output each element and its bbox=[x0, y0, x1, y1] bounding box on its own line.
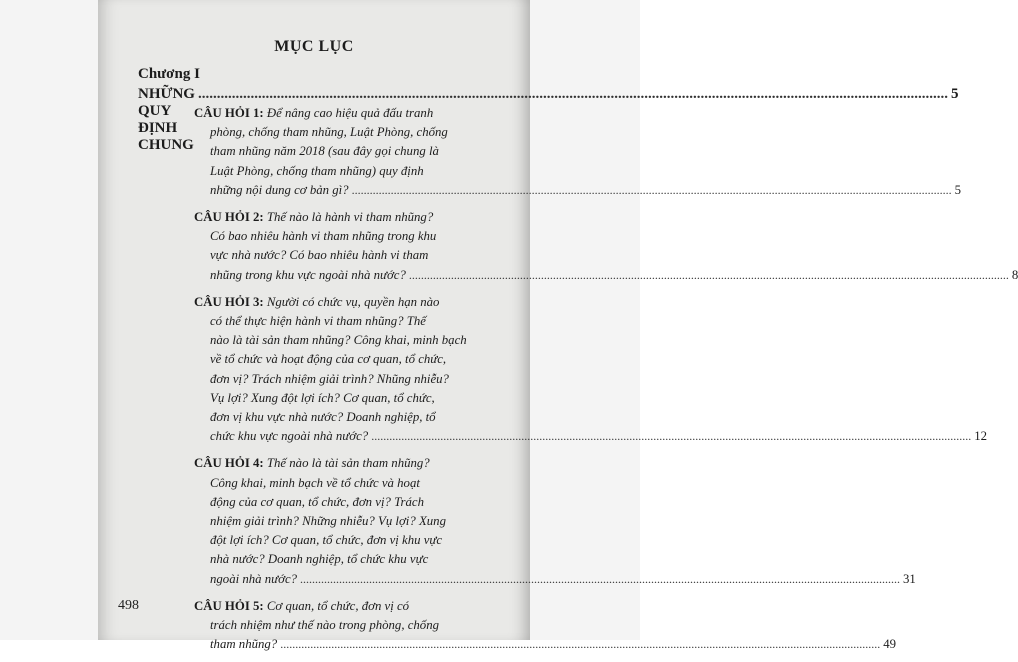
toc-entry-first-line bbox=[194, 208, 496, 227]
toc-title: MỤC LỤC bbox=[274, 38, 354, 55]
folio-page-number: 498 bbox=[118, 598, 139, 613]
toc-entry bbox=[194, 208, 1018, 285]
toc-entry-first-line bbox=[194, 454, 496, 473]
question-text: phòng, chống tham nhũng, Luật Phòng, chống bbox=[210, 125, 448, 140]
leader-dots bbox=[198, 86, 948, 103]
question-text: trách nhiệm như thế nào trong phòng, chống bbox=[210, 618, 440, 633]
question-text: Thế nào là tài sản tham nhũng? bbox=[266, 456, 430, 471]
question-text: đơn vị? Trách nhiệm giải trình? Nhũng nhiễu? bbox=[210, 371, 449, 386]
question-text: tham nhũng năm 2018 (sau đây gọi chung là bbox=[210, 144, 439, 159]
toc-entry-line bbox=[194, 570, 916, 589]
question-text: Có bao nhiêu hành vi tham nhũng trong khu bbox=[210, 229, 437, 244]
question-label: CÂU HỎI 1: bbox=[194, 106, 264, 120]
leader-dots bbox=[409, 268, 1009, 282]
toc-entry-line bbox=[194, 408, 496, 427]
question-text: tham nhũng? bbox=[210, 637, 278, 652]
toc-entry-line bbox=[194, 635, 896, 654]
toc-entry-line bbox=[194, 550, 496, 569]
toc-entry-line bbox=[194, 389, 496, 408]
chapter-label: Chương I bbox=[138, 66, 200, 82]
question-text: nào là tài sản tham nhũng? Công khai, minh bạch bbox=[210, 333, 467, 348]
toc-entry-first-line bbox=[194, 597, 496, 616]
entry-page-number: 8 bbox=[1011, 267, 1018, 282]
entry-page-number: 5 bbox=[954, 182, 961, 197]
question-text: Cơ quan, tổ chức, đơn vị có bbox=[266, 598, 410, 613]
chapter-page: 5 bbox=[950, 86, 959, 102]
toc-entry-line bbox=[194, 246, 496, 265]
question-text: Vụ lợi? Xung đột lợi ích? Cơ quan, tổ chức, bbox=[210, 390, 435, 405]
entry-page-number: 12 bbox=[974, 429, 987, 444]
question-label: CÂU HỎI 4: bbox=[194, 456, 264, 471]
question-text: Người có chức vụ, quyền hạn nào bbox=[266, 294, 440, 309]
question-text: đơn vị khu vực nhà nước? Doanh nghiệp, tổ bbox=[210, 410, 436, 425]
toc-entry-first-line bbox=[194, 104, 496, 123]
leader-dots bbox=[371, 429, 971, 443]
question-label: CÂU HỎI 3: bbox=[194, 294, 264, 309]
question-text: có thể thực hiện hành vi tham nhũng? Thế bbox=[210, 314, 426, 329]
question-text: những nội dung cơ bản gì? bbox=[210, 182, 349, 197]
question-text: về tổ chức và hoạt động của cơ quan, tổ chức, bbox=[210, 352, 447, 367]
toc-entry bbox=[194, 597, 896, 655]
toc-entry-line bbox=[194, 181, 961, 200]
toc-entry-line bbox=[194, 370, 496, 389]
toc-entry-line bbox=[194, 512, 496, 531]
question-text: đột lợi ích? Cơ quan, tổ chức, đơn vị khu vực bbox=[210, 533, 443, 548]
toc-entry-line bbox=[194, 142, 496, 161]
toc-entry-line bbox=[194, 616, 496, 635]
toc-entry bbox=[194, 104, 961, 200]
chapter-title: NHỮNG QUY ĐỊNH CHUNG bbox=[138, 86, 195, 153]
toc-entry-first-line bbox=[194, 293, 496, 312]
toc-entry-line bbox=[194, 312, 496, 331]
question-label: CÂU HỎI 5: bbox=[194, 598, 264, 613]
question-text: Công khai, minh bạch về tổ chức và hoạt bbox=[210, 475, 420, 490]
toc-entries bbox=[194, 104, 1018, 662]
question-text: nhà nước? Doanh nghiệp, tổ chức khu vực bbox=[210, 552, 429, 567]
question-text: Luật Phòng, chống tham nhũng) quy định bbox=[210, 163, 424, 178]
toc-entry-line bbox=[194, 331, 496, 350]
toc-entry-line bbox=[194, 162, 496, 181]
toc-entry-line bbox=[194, 427, 987, 446]
toc-entry-line bbox=[194, 350, 496, 369]
question-text: động của cơ quan, tổ chức, đơn vị? Trách bbox=[210, 494, 424, 509]
leader-dots bbox=[280, 637, 880, 651]
entry-page-number: 31 bbox=[903, 571, 916, 586]
toc-content bbox=[118, 0, 1018, 652]
toc-entry bbox=[194, 293, 987, 447]
toc-entry-line bbox=[194, 227, 496, 246]
question-text: Để nâng cao hiệu quả đấu tranh bbox=[266, 106, 434, 120]
entry-page-number: 49 bbox=[883, 637, 896, 652]
toc-entry-line bbox=[194, 474, 496, 493]
toc-entry-line bbox=[194, 266, 1018, 285]
question-label: CÂU HỎI 2: bbox=[194, 210, 264, 225]
question-text: nhũng trong khu vực ngoài nhà nước? bbox=[210, 267, 406, 282]
question-text: nhiệm giải trình? Những nhiễu? Vụ lợi? Xung bbox=[210, 514, 446, 529]
leader-dots bbox=[300, 572, 900, 586]
leader-dots bbox=[352, 183, 952, 197]
question-text: chức khu vực ngoài nhà nước? bbox=[210, 429, 369, 444]
question-text: vực nhà nước? Có bao nhiêu hành vi tham bbox=[210, 248, 429, 263]
toc-entry-line bbox=[194, 123, 496, 142]
question-text: ngoài nhà nước? bbox=[210, 571, 298, 586]
toc-entry-line bbox=[194, 493, 496, 512]
toc-entry-line bbox=[194, 531, 496, 550]
toc-entry bbox=[194, 454, 916, 588]
question-text: Thế nào là hành vi tham nhũng? bbox=[266, 210, 434, 225]
